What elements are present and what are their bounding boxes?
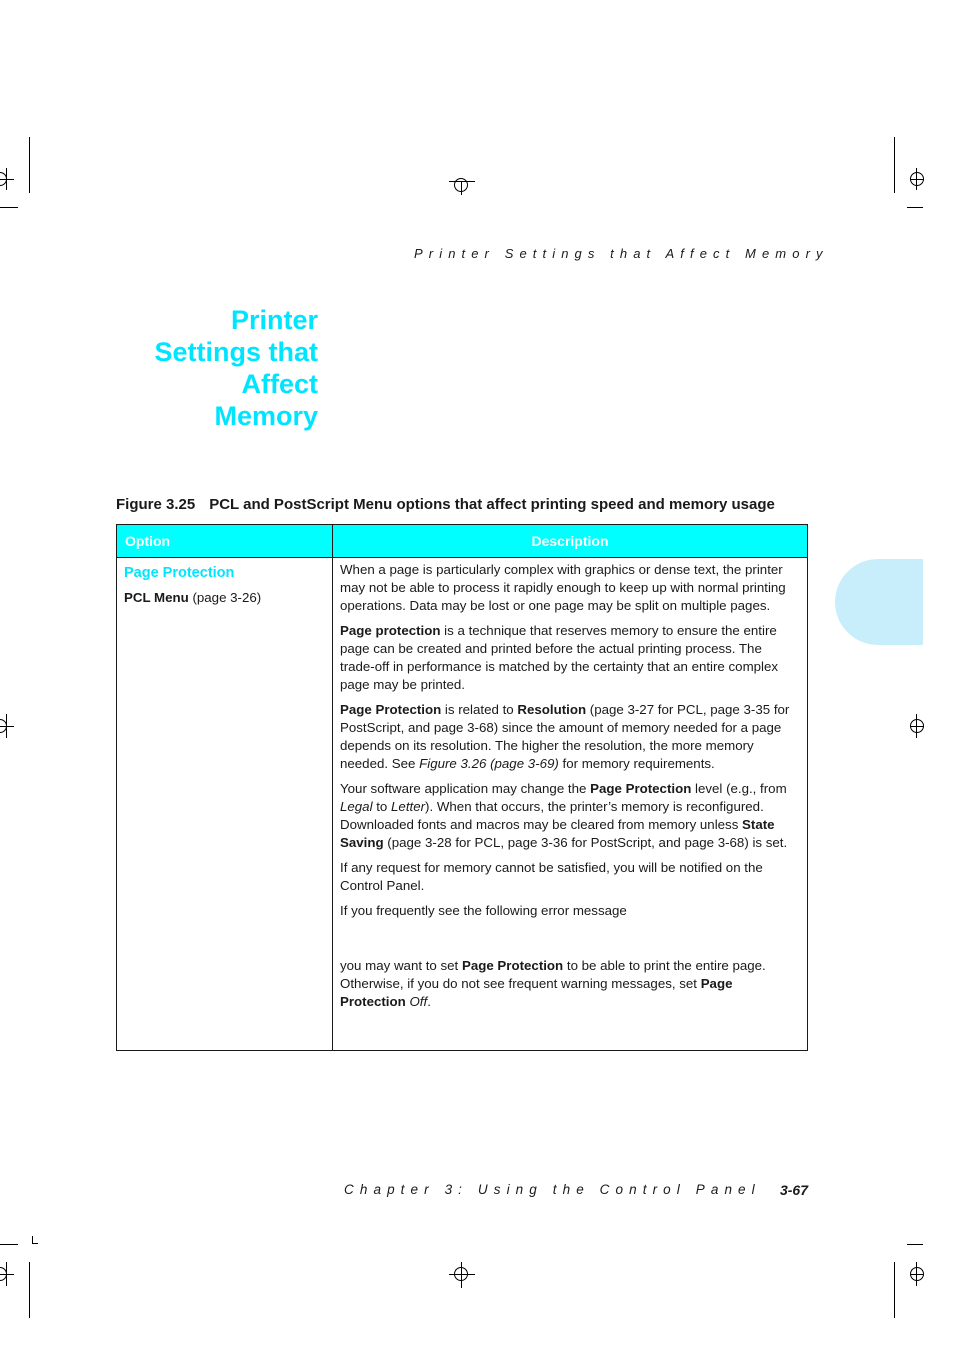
text-run: you may want to set (340, 958, 462, 973)
crop-mark (910, 726, 924, 727)
crop-mark (907, 207, 923, 208)
term: Page Protection (461, 958, 564, 973)
table-header-row (117, 525, 808, 558)
options-table (116, 524, 808, 1051)
crop-mark (0, 207, 18, 208)
crop-mark (32, 1243, 38, 1244)
option-name: Page Protection (124, 565, 235, 581)
text-run: (page 3-27 for PCL, page 3-35 for PostScript, and page 3-68) since the amount of memory needed for a page depends on its resolution. The higher the resolution, the more memory needed. See (340, 702, 790, 771)
value-name: Letter (391, 799, 426, 814)
crop-mark (6, 1262, 7, 1286)
crop-mark (449, 181, 475, 182)
text-run: for memory requirements. (558, 756, 715, 771)
crop-mark (0, 726, 14, 727)
text-run: Your software application may change the (340, 781, 591, 796)
term: Page Protection (340, 976, 733, 1009)
crop-mark (907, 1244, 923, 1245)
chapter-tab-marker (835, 559, 923, 645)
crop-mark (910, 1274, 924, 1275)
crop-mark (894, 1262, 895, 1318)
option-menu-name: PCL Menu (124, 590, 189, 605)
crop-mark (29, 1262, 30, 1318)
crop-mark (0, 1244, 18, 1245)
crop-mark (6, 714, 7, 738)
text-run: (page 3-28 for PCL, page 3-36 for PostScript, and page 3-68) is set. (383, 835, 788, 850)
column-header-description: Description (333, 525, 808, 558)
value-name: Legal (340, 799, 373, 814)
term: Page Protection (590, 781, 692, 796)
crop-mark (449, 1274, 475, 1275)
option-menu-ref (124, 589, 324, 607)
section-title-line: Memory (214, 401, 318, 431)
column-header-option: Option (117, 525, 333, 558)
section-title (110, 304, 318, 432)
term: Page protection (340, 623, 441, 638)
section-title-line: Settings that (154, 337, 318, 367)
text-run: to be able to print the entire page. Otherwise, if you do not see frequent warning messages, set (340, 958, 766, 991)
description-paragraph (340, 957, 799, 1011)
crop-mark (910, 179, 924, 180)
description-paragraph (340, 622, 799, 694)
description-paragraph (340, 701, 799, 773)
value-name: Off (409, 994, 428, 1009)
cross-reference: Figure 3.26 (page 3-69) (419, 756, 559, 771)
text-run: to (372, 799, 392, 814)
crop-mark (916, 168, 917, 190)
page-footer (344, 1182, 810, 1197)
description-paragraph: If you frequently see the following error message (340, 903, 627, 918)
crop-mark (0, 1274, 14, 1275)
text-run: is a technique that reserves memory to ensure the entire page can be created and printed before the actual printing process. The trade-off in performance is matched by the certainty that an entire complex page may be printed. (340, 623, 779, 692)
figure-number: Figure 3.25 (116, 496, 196, 513)
crop-mark (894, 137, 895, 193)
figure-caption-text: PCL and PostScript Menu options that affect printing speed and memory usage (209, 496, 775, 513)
term: Resolution (517, 702, 587, 717)
option-cell (117, 558, 333, 1051)
text-run: . (427, 994, 431, 1009)
chapter-title: Chapter 3: Using the Control Panel (344, 1182, 761, 1197)
text-run: ). When that occurs, the printer’s memory is reconfigured. Downloaded fonts and macros may be cleared from memory unless (340, 799, 764, 832)
section-title-line: Affect (241, 369, 318, 399)
section-title-line: Printer (230, 305, 318, 335)
description-cell (333, 558, 808, 1051)
figure-caption (116, 496, 816, 513)
description-paragraph: When a page is particularly complex with graphics or dense text, the printer may not be able to process it rapidly enough to keep up with normal printing operations. Data may be lost or one page may be split on multiple pages. (340, 562, 786, 613)
option-menu-page: (page 3-26) (188, 590, 262, 605)
text-run: level (e.g., from (691, 781, 787, 796)
table-row (117, 558, 808, 1051)
crop-mark (6, 168, 7, 190)
term: State Saving (340, 817, 775, 850)
page-number: 3-67 (779, 1182, 808, 1198)
crop-mark (0, 179, 14, 180)
crop-mark (461, 1262, 462, 1288)
text-run: is related to (441, 702, 518, 717)
running-head: Printer Settings that Affect Memory (414, 246, 829, 261)
term: Page Protection (340, 702, 442, 717)
crop-mark (916, 1262, 917, 1286)
crop-mark (916, 714, 917, 738)
crop-mark (461, 181, 462, 195)
description-paragraph: If any request for memory cannot be satisfied, you will be notified on the Control Panel. (340, 860, 763, 893)
description-paragraph (340, 780, 799, 852)
crop-mark (29, 137, 30, 193)
